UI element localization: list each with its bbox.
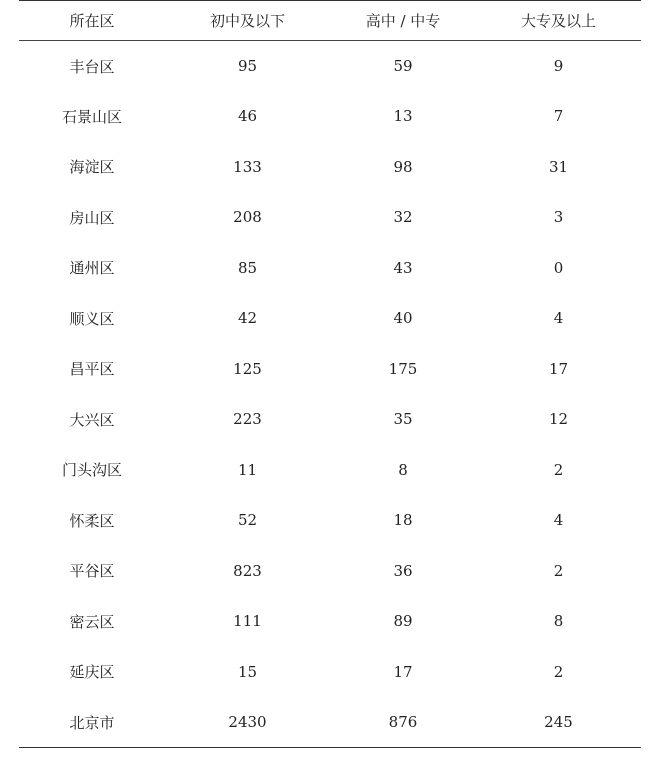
cell-junior-high: 11 (237, 460, 258, 479)
table-header (19, 1, 641, 41)
cell-district: 大兴区 (69, 410, 115, 429)
cell-district: 北京市 (19, 697, 165, 748)
cell-junior-high: 223 (233, 410, 262, 429)
cell-college: 7 (553, 107, 564, 126)
header-high-school-vocational: 高中 / 中专 (330, 1, 476, 41)
cell-college: 4 (553, 309, 564, 328)
header-junior-high-or-below: 初中及以下 (165, 1, 330, 41)
cell-high-school: 17 (393, 662, 413, 681)
cell-college: 245 (476, 697, 641, 748)
cell-district: 顺义区 (69, 309, 115, 328)
cell-junior-high: 823 (233, 561, 262, 580)
cell-district: 延庆区 (69, 663, 115, 682)
cell-district: 通州区 (69, 259, 115, 278)
table-row (19, 243, 641, 294)
cell-junior-high: 15 (237, 662, 258, 681)
cell-high-school: 40 (393, 309, 413, 328)
cell-junior-high: 2430 (165, 697, 330, 748)
cell-district: 房山区 (69, 208, 115, 227)
cell-junior-high: 111 (233, 612, 262, 631)
cell-district: 密云区 (69, 612, 115, 631)
table-row (19, 596, 641, 647)
cell-college: 2 (553, 460, 564, 479)
cell-college: 4 (553, 511, 564, 530)
cell-high-school: 98 (393, 157, 413, 176)
table-row (19, 394, 641, 445)
table-body (19, 41, 641, 748)
table-row (19, 445, 641, 496)
cell-college: 3 (553, 208, 564, 227)
cell-college: 31 (548, 157, 569, 176)
cell-college: 9 (553, 57, 564, 75)
cell-junior-high: 133 (233, 157, 262, 176)
cell-college: 12 (548, 410, 569, 429)
header-row (19, 1, 641, 41)
cell-district: 丰台区 (69, 57, 115, 76)
cell-district: 石景山区 (61, 107, 122, 126)
cell-high-school: 59 (393, 57, 413, 75)
cell-high-school: 13 (393, 107, 413, 126)
cell-district: 怀柔区 (69, 511, 115, 530)
cell-high-school: 175 (388, 359, 418, 378)
header-district: 所在区 (19, 1, 165, 41)
cell-college: 8 (553, 612, 564, 631)
data-table-container (19, 0, 641, 748)
cell-junior-high: 52 (237, 511, 258, 530)
cell-college: 17 (548, 359, 569, 378)
cell-high-school: 8 (398, 460, 408, 479)
cell-high-school: 89 (393, 612, 413, 631)
table-row (19, 41, 641, 92)
cell-district: 平谷区 (69, 562, 115, 581)
cell-high-school: 43 (393, 258, 413, 277)
table-row (19, 495, 641, 546)
cell-junior-high: 85 (237, 258, 258, 277)
cell-district: 门头沟区 (61, 461, 122, 480)
cell-college: 2 (553, 561, 564, 580)
cell-high-school: 18 (393, 511, 413, 530)
education-by-district-table (19, 0, 641, 748)
cell-junior-high: 125 (233, 359, 262, 378)
cell-high-school: 876 (330, 697, 476, 748)
table-row (19, 647, 641, 698)
table-row-total (19, 697, 641, 748)
cell-junior-high: 208 (233, 208, 262, 227)
cell-junior-high: 95 (237, 57, 258, 75)
table-row (19, 192, 641, 243)
header-college-or-above: 大专及以上 (476, 1, 641, 41)
cell-junior-high: 42 (237, 309, 258, 328)
cell-college: 2 (553, 662, 564, 681)
cell-junior-high: 46 (237, 107, 258, 126)
table-row (19, 546, 641, 597)
cell-district: 海淀区 (69, 158, 115, 177)
cell-high-school: 36 (393, 561, 413, 580)
table-row (19, 344, 641, 395)
cell-high-school: 35 (393, 410, 413, 429)
cell-high-school: 32 (393, 208, 413, 227)
table-row (19, 293, 641, 344)
table-row (19, 142, 641, 193)
cell-college: 0 (553, 258, 564, 277)
table-row (19, 91, 641, 142)
cell-district: 昌平区 (69, 360, 115, 379)
